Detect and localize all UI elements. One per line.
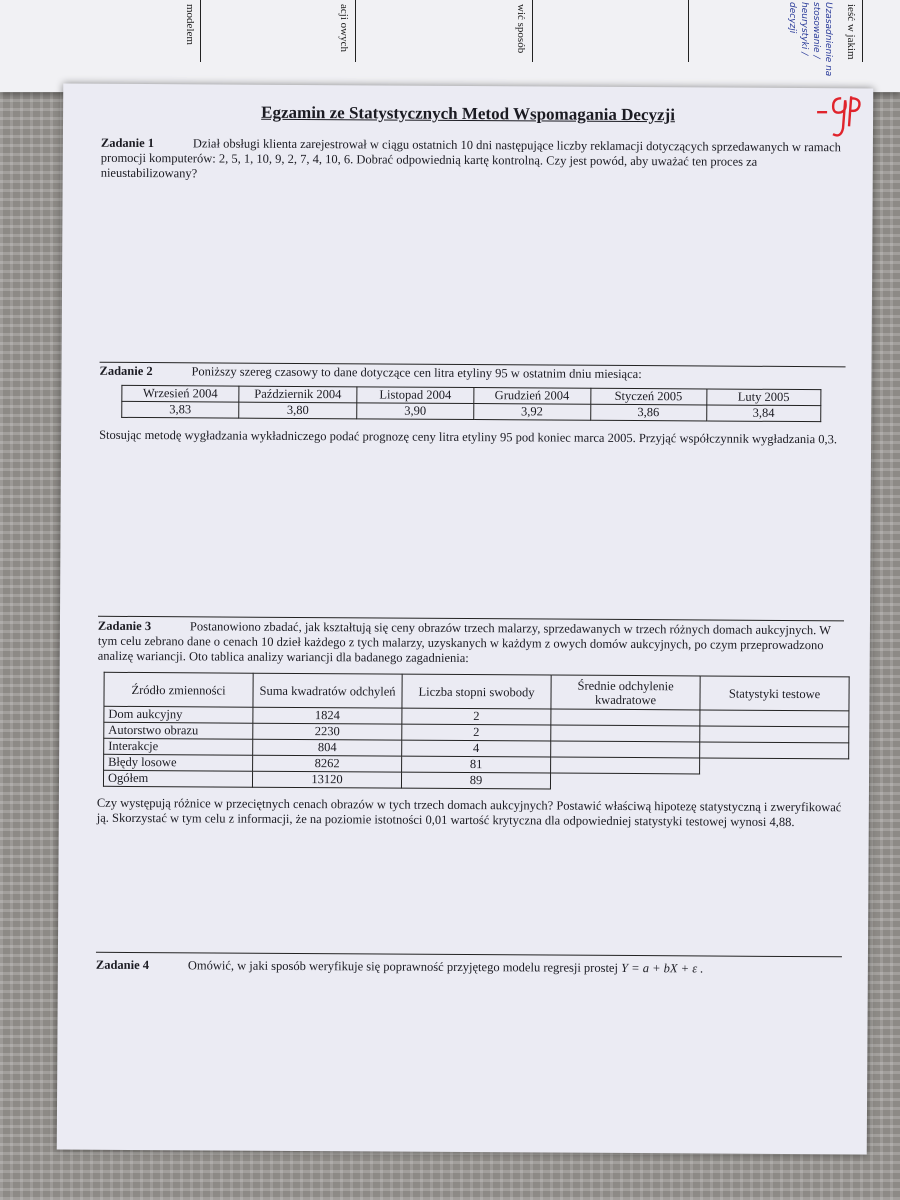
empty-cell bbox=[551, 757, 700, 774]
table-header-row bbox=[104, 672, 849, 711]
sum-cell: 804 bbox=[253, 739, 402, 756]
section-divider bbox=[96, 952, 842, 958]
table-row bbox=[103, 770, 848, 791]
divider-line bbox=[355, 0, 356, 62]
task-label: Zadanie 4 bbox=[95, 957, 150, 973]
task-text: Dział obsługi klienta zarejestrował w ciągu ostatnich 10 dni następujące liczby reklamacji dotyczących sprzedawanych w ramach promocji komputerów: 2, 5, 1, 10, 9, 2, 7, 4, 10, 6. Dobrać odpowiednią kartę kontrolną. Czy jest powód, aby uważać ten proces za nieustabilizowany? bbox=[100, 136, 841, 181]
task-2 bbox=[99, 364, 845, 384]
exam-title: Egzamin ze Statystycznych Metod Wspomagania Decyzji bbox=[261, 102, 676, 125]
table-cell: Wrzesień 2004 bbox=[122, 385, 239, 402]
task-label: Zadanie 2 bbox=[99, 363, 153, 379]
blank-area bbox=[700, 758, 849, 775]
df-cell: 2 bbox=[402, 708, 551, 725]
df-cell: 81 bbox=[402, 756, 551, 773]
task-text: Omówić, w jaki sposób weryfikuje się poprawność przyjętego modelu regresji prostej bbox=[187, 958, 619, 975]
sum-cell: 13120 bbox=[252, 771, 401, 788]
header-cell: Średnie odchylenie kwadratowe bbox=[551, 675, 700, 710]
table-row bbox=[122, 401, 821, 421]
task-intro: Poniższy szereg czasowy to dane dotyczące cen litra etyliny 95 w ostatnim dniu miesiąca: bbox=[191, 364, 642, 382]
task-1 bbox=[101, 136, 847, 186]
empty-cell bbox=[700, 710, 849, 727]
task-3-question: Czy występują różnice w przeciętnych cenach obrazów w tych trzech domach aukcyjnych? Postawić właściwą hipotezę statystyczną i zweryfikować ją. Skorzystać w tym celu z informacji, że na poziomie istotności 0,01 wartość krytyczna dla odpowiedniej statystyki testowej wynosi 4,88. bbox=[96, 795, 842, 830]
fragment-text: acji owych bbox=[338, 4, 350, 52]
table-cell: 3,90 bbox=[357, 403, 474, 420]
sum-cell: 2230 bbox=[253, 723, 402, 740]
source-cell: Błędy losowe bbox=[104, 754, 253, 771]
task-intro: Postanowiono zbadać, jak kształtują się ceny obrazów trzech malarzy, sprzedawanych w trzech różnych domach aukcyjnych. W tym celu zebrano dane o cenach 10 dzieł każdego z tych malarzy, uzyskanych w każdym z owych domów aukcyjnych, po czym przeprowadzono analizę wariancji. Oto tablica analizy wariancji dla badanego zagadnienia: bbox=[97, 619, 831, 666]
source-cell: Dom aukcyjny bbox=[104, 706, 253, 723]
sum-cell: 8262 bbox=[253, 755, 402, 772]
header-cell: Liczba stopni swobody bbox=[402, 674, 551, 709]
df-cell: 2 bbox=[402, 724, 551, 741]
blank-area bbox=[699, 774, 848, 791]
top-paper-sheet bbox=[0, 0, 900, 92]
source-cell: Ogółem bbox=[103, 770, 252, 787]
header-cell: Statystyki testowe bbox=[700, 676, 849, 711]
task-4 bbox=[96, 958, 842, 978]
df-cell: 4 bbox=[402, 740, 551, 757]
divider-line bbox=[200, 0, 201, 62]
empty-cell bbox=[551, 741, 700, 758]
fragment-text: wić sposób bbox=[515, 4, 527, 54]
table-cell: 3,84 bbox=[706, 405, 820, 422]
df-cell: 89 bbox=[401, 772, 550, 789]
source-cell: Interakcje bbox=[104, 738, 253, 755]
divider-line bbox=[532, 0, 533, 62]
empty-cell bbox=[700, 726, 849, 743]
empty-cell bbox=[551, 709, 700, 726]
fragment-text: modelem bbox=[184, 4, 196, 45]
table-cell: Styczeń 2005 bbox=[590, 388, 706, 405]
table-cell: 3,86 bbox=[590, 404, 706, 421]
regression-formula: Y = a + bX + ε . bbox=[621, 960, 704, 976]
sum-cell: 1824 bbox=[253, 707, 402, 724]
task-label: Zadanie 1 bbox=[100, 135, 155, 151]
fragment-text: ieść w jakim bbox=[845, 4, 857, 60]
table-cell: Październik 2004 bbox=[239, 386, 357, 403]
price-table bbox=[121, 385, 821, 422]
task-3 bbox=[98, 619, 844, 669]
header-cell: Źródło zmienności bbox=[104, 672, 253, 707]
anova-table bbox=[103, 672, 850, 792]
divider-line bbox=[862, 0, 863, 62]
table-cell: Luty 2005 bbox=[706, 389, 820, 406]
empty-cell bbox=[551, 725, 700, 742]
divider-line bbox=[688, 0, 689, 62]
empty-cell bbox=[700, 742, 849, 759]
table-cell: 3,92 bbox=[473, 404, 590, 421]
table-cell: 3,83 bbox=[122, 401, 239, 418]
table-cell: 3,80 bbox=[239, 402, 357, 419]
task-2-question: Stosując metodę wygładzania wykładniczego podać prognozę ceny litra etyliny 95 pod koniec marca 2005. Przyjąć współczynnik wygładzania 0,3. bbox=[99, 427, 838, 447]
table-cell: Listopad 2004 bbox=[357, 387, 474, 404]
source-cell: Autorstwo obrazu bbox=[104, 722, 253, 739]
blank-area bbox=[550, 773, 699, 790]
table-cell: Grudzień 2004 bbox=[474, 388, 591, 405]
header-cell: Suma kwadratów odchyleń bbox=[253, 673, 402, 708]
task-label: Zadanie 3 bbox=[97, 618, 152, 634]
handwritten-note: Uzasadnienie na stosowanie / heurystyki / decyzji bbox=[787, 2, 833, 77]
exam-sheet bbox=[57, 84, 873, 1155]
